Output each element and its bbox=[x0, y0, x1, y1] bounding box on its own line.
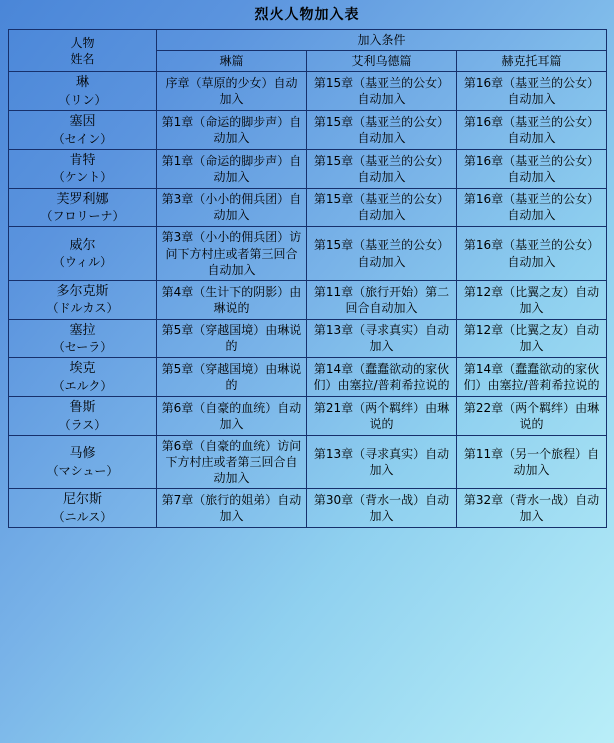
table-row bbox=[9, 358, 607, 397]
character-cell bbox=[9, 280, 157, 319]
condition-eliwood: 第13章（寻求真实）自动加入 bbox=[307, 319, 457, 358]
character-kana: （ウィル） bbox=[52, 255, 113, 270]
character-kana: （セイン） bbox=[52, 131, 113, 146]
condition-eliwood: 第30章（背水一战）自动加入 bbox=[307, 489, 457, 528]
character-name: 尼尔斯 bbox=[62, 492, 102, 508]
condition-eliwood: 第14章（蠢蠢欲动的家伙们）由塞拉/普莉希拉说的 bbox=[307, 358, 457, 397]
header-character-line1: 人物 bbox=[70, 35, 95, 50]
table-row bbox=[9, 319, 607, 358]
condition-eliwood: 第11章（旅行开始）第二回合自动加入 bbox=[307, 280, 457, 319]
condition-hector: 第12章（比翼之友）自动加入 bbox=[457, 280, 607, 319]
condition-hector: 第22章（两个羁绊）由琳说的 bbox=[457, 397, 607, 436]
condition-eliwood: 第15章（基亚兰的公女）自动加入 bbox=[307, 111, 457, 150]
condition-hector: 第16章（基亚兰的公女）自动加入 bbox=[457, 188, 607, 227]
header-route-eliwood: 艾利乌德篇 bbox=[307, 51, 457, 72]
character-name: 芙罗利娜 bbox=[56, 191, 109, 207]
character-cell bbox=[9, 319, 157, 358]
character-cell bbox=[9, 111, 157, 150]
character-name: 马修 bbox=[69, 446, 96, 462]
condition-eliwood: 第15章（基亚兰的公女）自动加入 bbox=[307, 188, 457, 227]
character-cell bbox=[9, 227, 157, 281]
character-kana: （エルク） bbox=[52, 378, 113, 393]
page-title: 烈火人物加入表 bbox=[254, 7, 360, 23]
character-name: 多尔克斯 bbox=[56, 283, 109, 299]
character-cell bbox=[9, 489, 157, 528]
condition-lyn: 第1章（命运的脚步声）自动加入 bbox=[157, 111, 307, 150]
condition-lyn: 第6章（自豪的血统）访问下方村庄或者第三回合自动加入 bbox=[157, 435, 307, 489]
character-kana: （ニルス） bbox=[52, 509, 113, 524]
condition-eliwood: 第15章（基亚兰的公女）自动加入 bbox=[307, 149, 457, 188]
condition-eliwood: 第21章（两个羁绊）由琳说的 bbox=[307, 397, 457, 436]
condition-hector: 第16章（基亚兰的公女）自动加入 bbox=[457, 227, 607, 281]
table-row bbox=[9, 227, 607, 281]
condition-eliwood: 第13章（寻求真实）自动加入 bbox=[307, 435, 457, 489]
condition-hector: 第16章（基亚兰的公女）自动加入 bbox=[457, 72, 607, 111]
table-row bbox=[9, 435, 607, 489]
character-name: 威尔 bbox=[69, 237, 96, 253]
condition-hector: 第32章（背水一战）自动加入 bbox=[457, 489, 607, 528]
header-character bbox=[9, 30, 157, 72]
table-header-row-1 bbox=[9, 30, 607, 51]
header-route-lyn: 琳篇 bbox=[157, 51, 307, 72]
character-kana: （マシュー） bbox=[46, 463, 119, 478]
header-character-line2: 姓名 bbox=[70, 51, 95, 66]
character-name: 琳 bbox=[75, 75, 89, 91]
character-cell bbox=[9, 435, 157, 489]
table-row bbox=[9, 489, 607, 528]
character-kana: （リン） bbox=[58, 92, 107, 107]
character-kana: （ケント） bbox=[52, 170, 113, 185]
condition-lyn: 第6章（自豪的血统）自动加入 bbox=[157, 397, 307, 436]
condition-hector: 第11章（另一个旅程）自动加入 bbox=[457, 435, 607, 489]
character-kana: （セーラ） bbox=[52, 340, 113, 355]
condition-lyn: 第5章（穿越国境）由琳说的 bbox=[157, 319, 307, 358]
condition-lyn: 第1章（命运的脚步声）自动加入 bbox=[157, 149, 307, 188]
header-route-hector: 赫克托耳篇 bbox=[457, 51, 607, 72]
character-name: 塞拉 bbox=[69, 322, 96, 338]
condition-lyn: 第3章（小小的佣兵团）自动加入 bbox=[157, 188, 307, 227]
condition-lyn: 第3章（小小的佣兵团）访问下方村庄或者第三回合自动加入 bbox=[157, 227, 307, 281]
character-join-table bbox=[8, 29, 607, 528]
character-kana: （ラス） bbox=[58, 417, 107, 432]
condition-lyn: 第7章（旅行的姐弟）自动加入 bbox=[157, 489, 307, 528]
condition-lyn: 第5章（穿越国境）由琳说的 bbox=[157, 358, 307, 397]
header-condition: 加入条件 bbox=[157, 30, 607, 51]
table-row bbox=[9, 280, 607, 319]
character-name: 肯特 bbox=[69, 152, 96, 168]
condition-eliwood: 第15章（基亚兰的公女）自动加入 bbox=[307, 72, 457, 111]
table-row bbox=[9, 72, 607, 111]
character-name: 塞因 bbox=[69, 114, 96, 130]
table-row bbox=[9, 188, 607, 227]
condition-hector: 第12章（比翼之友）自动加入 bbox=[457, 319, 607, 358]
character-kana: （フロリーナ） bbox=[40, 209, 125, 224]
character-kana: （ドルカス） bbox=[46, 301, 119, 316]
table-row bbox=[9, 149, 607, 188]
condition-hector: 第14章（蠢蠢欲动的家伙们）由塞拉/普莉希拉说的 bbox=[457, 358, 607, 397]
table-row bbox=[9, 111, 607, 150]
character-cell bbox=[9, 188, 157, 227]
condition-hector: 第16章（基亚兰的公女）自动加入 bbox=[457, 149, 607, 188]
table-row bbox=[9, 397, 607, 436]
character-cell bbox=[9, 397, 157, 436]
character-name: 埃克 bbox=[69, 361, 96, 377]
condition-eliwood: 第15章（基亚兰的公女）自动加入 bbox=[307, 227, 457, 281]
condition-lyn: 第4章（生计下的阴影）由琳说的 bbox=[157, 280, 307, 319]
character-cell bbox=[9, 72, 157, 111]
condition-hector: 第16章（基亚兰的公女）自动加入 bbox=[457, 111, 607, 150]
character-name: 鲁斯 bbox=[69, 400, 96, 416]
condition-lyn: 序章（草原的少女）自动加入 bbox=[157, 72, 307, 111]
character-cell bbox=[9, 358, 157, 397]
character-cell bbox=[9, 149, 157, 188]
